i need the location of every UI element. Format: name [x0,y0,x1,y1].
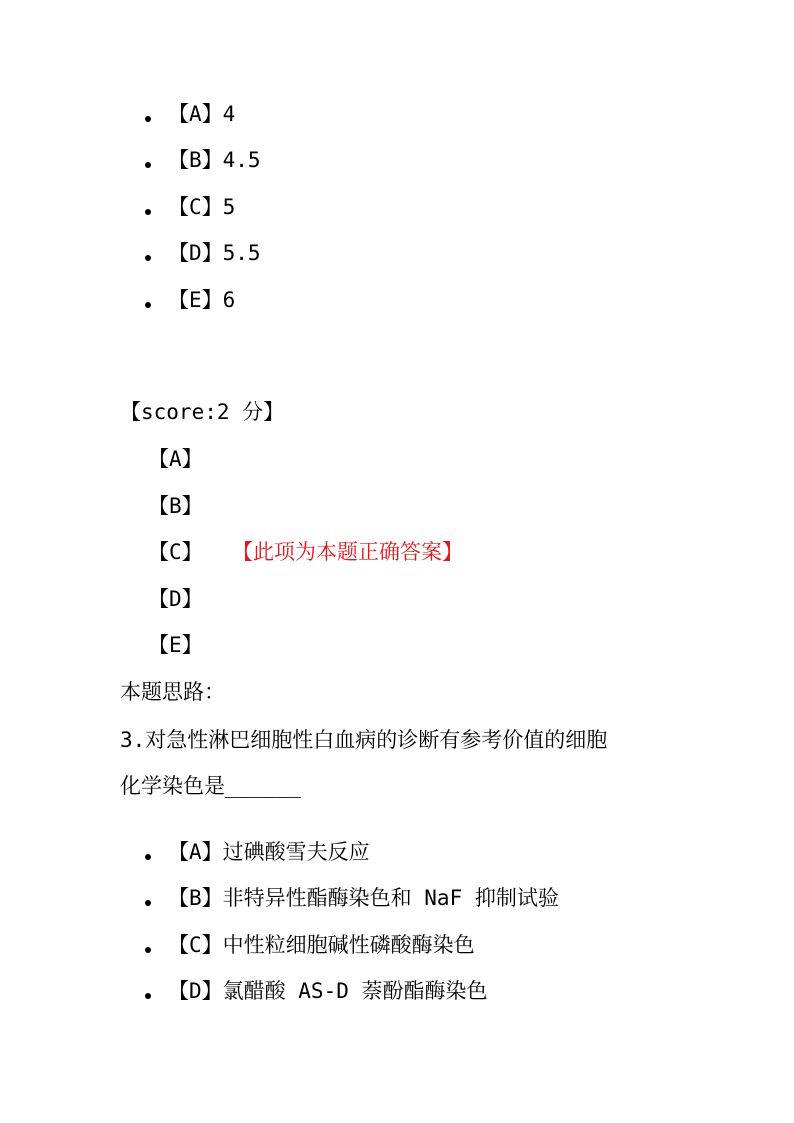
q3-option-b: 【B】非特异性酯酶染色和 NaF 抑制试验 [168,886,559,910]
q2-option-c: 【C】5 [168,195,236,219]
correct-answer-note: 【此项为本题正确答案】 [232,540,463,564]
q2-option-d: 【D】5.5 [168,241,261,265]
q3-option-a: 【A】过碘酸雪夫反应 [168,840,370,864]
q2-score: 【score:2 分】 [120,400,285,424]
q3-stem-line2: 化学染色是______ [120,774,301,798]
bullet-icon [145,900,151,906]
bullet-icon [145,947,151,953]
bullet-icon [145,116,151,122]
q2-option-e: 【E】6 [168,288,236,312]
bullet-icon [145,854,151,860]
bullet-icon [145,209,151,215]
bullet-icon [145,302,151,308]
q3-option-c: 【C】中性粒细胞碱性磷酸酶染色 [168,933,475,957]
q2-option-a: 【A】4 [168,102,236,126]
q2-answer-a: 【A】 [148,447,203,471]
q2-answer-c: 【C】 [148,540,203,564]
q2-answer-b: 【B】 [148,494,203,518]
q2-analysis-label: 本题思路： [120,680,225,704]
bullet-icon [145,993,151,999]
q2-answer-d: 【D】 [148,587,203,611]
q3-option-d: 【D】氯醋酸 AS-D 萘酚酯酶染色 [168,979,488,1003]
q3-stem-line1: 3.对急性淋巴细胞性白血病的诊断有参考价值的细胞 [120,728,608,752]
q2-option-b: 【B】4.5 [168,148,261,172]
bullet-icon [145,162,151,168]
bullet-icon [145,255,151,261]
q2-answer-e: 【E】 [148,633,203,657]
